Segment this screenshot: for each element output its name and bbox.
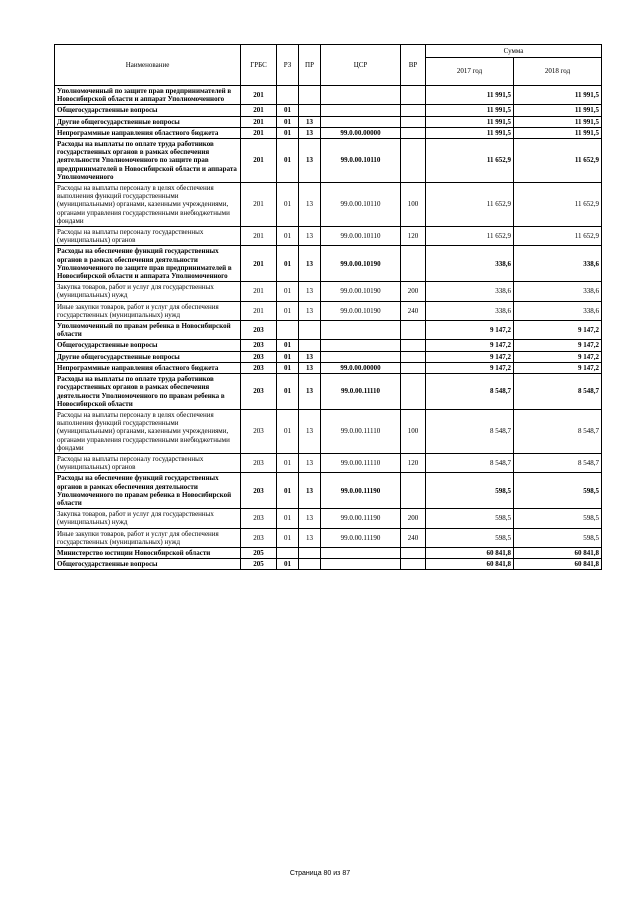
table-row <box>55 246 602 282</box>
row-grbs-cell: 203 <box>241 528 277 547</box>
row-rz-cell: 01 <box>277 340 299 351</box>
row-name-cell: Расходы на выплаты персоналу государственных (муниципальных) органов <box>55 453 241 472</box>
row-grbs-cell: 201 <box>241 86 277 105</box>
row-rz-cell: 01 <box>277 282 299 301</box>
col-header-csr: ЦСР <box>321 45 401 86</box>
row-grbs-cell: 203 <box>241 473 277 509</box>
row-sum-2018-cell: 11 652,9 <box>514 183 602 227</box>
col-header-year-2017: 2017 год <box>426 58 514 86</box>
row-vr-cell <box>401 362 426 373</box>
row-sum-2017-cell: 11 652,9 <box>426 183 514 227</box>
budget-table-sheet <box>54 44 601 570</box>
row-grbs-cell: 203 <box>241 351 277 362</box>
row-pr-cell: 13 <box>299 183 321 227</box>
row-rz-cell <box>277 547 299 558</box>
row-csr-cell: 99.0.00.11190 <box>321 473 401 509</box>
row-csr-cell: 99.0.00.11190 <box>321 509 401 528</box>
row-name-cell: Уполномоченный по правам ребенка в Новосибирской области <box>55 321 241 340</box>
row-sum-2017-cell: 11 991,5 <box>426 116 514 127</box>
row-grbs-cell: 201 <box>241 301 277 320</box>
row-pr-cell <box>299 547 321 558</box>
table-row <box>55 227 602 246</box>
row-name-cell: Расходы на обеспечение функций государственных органов в рамках обеспечения деятельности Уполномоченного по защите прав предпринимателей в Новосибирской области и аппарата Уполномоченного <box>55 246 241 282</box>
row-sum-2018-cell: 338,6 <box>514 282 602 301</box>
row-sum-2018-cell: 8 548,7 <box>514 374 602 410</box>
row-pr-cell: 13 <box>299 246 321 282</box>
row-name-cell: Другие общегосударственные вопросы <box>55 116 241 127</box>
row-pr-cell: 13 <box>299 282 321 301</box>
row-csr-cell: 99.0.00.10190 <box>321 282 401 301</box>
row-rz-cell: 01 <box>277 374 299 410</box>
row-csr-cell <box>321 559 401 570</box>
table-row <box>55 409 602 453</box>
row-csr-cell <box>321 351 401 362</box>
row-csr-cell <box>321 116 401 127</box>
row-csr-cell: 99.0.00.11190 <box>321 528 401 547</box>
row-sum-2018-cell: 9 147,2 <box>514 340 602 351</box>
row-rz-cell: 01 <box>277 509 299 528</box>
row-sum-2018-cell: 11 991,5 <box>514 116 602 127</box>
row-grbs-cell: 201 <box>241 246 277 282</box>
row-csr-cell: 99.0.00.10190 <box>321 246 401 282</box>
col-header-year-2018: 2018 год <box>514 58 602 86</box>
row-pr-cell <box>299 86 321 105</box>
row-rz-cell: 01 <box>277 127 299 138</box>
row-grbs-cell: 201 <box>241 183 277 227</box>
table-row <box>55 86 602 105</box>
row-vr-cell <box>401 351 426 362</box>
row-sum-2018-cell: 598,5 <box>514 528 602 547</box>
row-name-cell: Иные закупки товаров, работ и услуг для обеспечения государственных (муниципальных) нужд <box>55 301 241 320</box>
row-name-cell: Расходы на обеспечение функций государственных органов в рамках обеспечения деятельности Уполномоченного по правам ребенка в Новосибирской области <box>55 473 241 509</box>
table-row <box>55 139 602 183</box>
row-sum-2018-cell: 11 652,9 <box>514 139 602 183</box>
row-vr-cell: 120 <box>401 227 426 246</box>
row-csr-cell <box>321 105 401 116</box>
row-pr-cell <box>299 321 321 340</box>
table-row <box>55 453 602 472</box>
row-name-cell: Министерство юстиции Новосибирской области <box>55 547 241 558</box>
page-number: Страница 80 из 87 <box>289 870 351 877</box>
row-sum-2018-cell: 11 652,9 <box>514 227 602 246</box>
table-row <box>55 183 602 227</box>
row-csr-cell: 99.0.00.11110 <box>321 453 401 472</box>
row-vr-cell <box>401 127 426 138</box>
row-name-cell: Уполномоченный по защите прав предпринимателей в Новосибирской области и аппарат Уполномоченного <box>55 86 241 105</box>
row-grbs-cell: 203 <box>241 509 277 528</box>
row-csr-cell: 99.0.00.10110 <box>321 183 401 227</box>
row-sum-2017-cell: 9 147,2 <box>426 340 514 351</box>
table-row <box>55 301 602 320</box>
table-row <box>55 559 602 570</box>
row-grbs-cell: 201 <box>241 139 277 183</box>
row-csr-cell: 99.0.00.10110 <box>321 227 401 246</box>
table-row <box>55 362 602 373</box>
row-sum-2017-cell: 9 147,2 <box>426 321 514 340</box>
table-row <box>55 509 602 528</box>
row-sum-2018-cell: 338,6 <box>514 301 602 320</box>
col-header-pr: ПР <box>299 45 321 86</box>
row-sum-2017-cell: 598,5 <box>426 473 514 509</box>
row-rz-cell: 01 <box>277 227 299 246</box>
row-sum-2017-cell: 338,6 <box>426 246 514 282</box>
row-vr-cell: 120 <box>401 453 426 472</box>
row-name-cell: Расходы на выплаты персоналу государственных (муниципальных) органов <box>55 227 241 246</box>
row-pr-cell: 13 <box>299 473 321 509</box>
row-rz-cell <box>277 86 299 105</box>
row-vr-cell <box>401 321 426 340</box>
row-rz-cell: 01 <box>277 362 299 373</box>
col-header-grbs: ГРБС <box>241 45 277 86</box>
row-name-cell: Расходы на выплаты персоналу в целях обеспечения выполнения функций государственными (муниципальными) органами, казенными учреждениями, органами управления государственными внебюджетными фондами <box>55 409 241 453</box>
col-header-name: Наименование <box>55 45 241 86</box>
row-sum-2017-cell: 598,5 <box>426 528 514 547</box>
row-sum-2018-cell: 60 841,8 <box>514 547 602 558</box>
row-grbs-cell: 201 <box>241 227 277 246</box>
row-pr-cell <box>299 340 321 351</box>
row-rz-cell: 01 <box>277 105 299 116</box>
row-sum-2018-cell: 60 841,8 <box>514 559 602 570</box>
row-name-cell: Закупка товаров, работ и услуг для государственных (муниципальных) нужд <box>55 282 241 301</box>
row-name-cell: Другие общегосударственные вопросы <box>55 351 241 362</box>
row-sum-2018-cell: 9 147,2 <box>514 362 602 373</box>
row-csr-cell <box>321 340 401 351</box>
row-pr-cell <box>299 559 321 570</box>
row-grbs-cell: 201 <box>241 127 277 138</box>
row-grbs-cell: 203 <box>241 340 277 351</box>
row-csr-cell: 99.0.00.00000 <box>321 127 401 138</box>
row-vr-cell <box>401 473 426 509</box>
table-body <box>55 86 602 570</box>
col-header-vr: ВР <box>401 45 426 86</box>
row-sum-2017-cell: 11 991,5 <box>426 105 514 116</box>
row-name-cell: Непрограммные направления областного бюджета <box>55 127 241 138</box>
table-row <box>55 282 602 301</box>
row-name-cell: Общегосударственные вопросы <box>55 105 241 116</box>
row-sum-2017-cell: 9 147,2 <box>426 351 514 362</box>
row-vr-cell <box>401 105 426 116</box>
row-rz-cell: 01 <box>277 116 299 127</box>
row-grbs-cell: 201 <box>241 116 277 127</box>
table-row <box>55 547 602 558</box>
row-sum-2018-cell: 338,6 <box>514 246 602 282</box>
row-csr-cell <box>321 86 401 105</box>
row-sum-2017-cell: 60 841,8 <box>426 559 514 570</box>
row-csr-cell: 99.0.00.11110 <box>321 409 401 453</box>
row-vr-cell <box>401 374 426 410</box>
table-row <box>55 340 602 351</box>
row-grbs-cell: 203 <box>241 374 277 410</box>
row-rz-cell: 01 <box>277 301 299 320</box>
row-pr-cell: 13 <box>299 374 321 410</box>
row-name-cell: Общегосударственные вопросы <box>55 340 241 351</box>
row-rz-cell: 01 <box>277 246 299 282</box>
row-rz-cell: 01 <box>277 139 299 183</box>
row-sum-2018-cell: 8 548,7 <box>514 409 602 453</box>
row-name-cell: Непрограммные направления областного бюджета <box>55 362 241 373</box>
row-sum-2017-cell: 11 652,9 <box>426 139 514 183</box>
row-vr-cell <box>401 340 426 351</box>
table-row <box>55 351 602 362</box>
table-row <box>55 321 602 340</box>
row-sum-2017-cell: 8 548,7 <box>426 374 514 410</box>
table-row <box>55 528 602 547</box>
table-row <box>55 374 602 410</box>
row-rz-cell: 01 <box>277 559 299 570</box>
row-pr-cell: 13 <box>299 362 321 373</box>
row-grbs-cell: 201 <box>241 282 277 301</box>
row-vr-cell <box>401 86 426 105</box>
row-vr-cell <box>401 246 426 282</box>
row-csr-cell <box>321 321 401 340</box>
row-grbs-cell: 205 <box>241 547 277 558</box>
row-sum-2017-cell: 11 991,5 <box>426 127 514 138</box>
row-sum-2017-cell: 11 652,9 <box>426 227 514 246</box>
row-name-cell: Расходы на выплаты персоналу в целях обеспечения выполнения функций государственными (муниципальными) органами, казенными учреждениями, органами управления государственными внебюджетными фондами <box>55 183 241 227</box>
row-sum-2018-cell: 9 147,2 <box>514 321 602 340</box>
row-rz-cell: 01 <box>277 473 299 509</box>
row-name-cell: Расходы на выплаты по оплате труда работников государственных органов в рамках обеспечения деятельности Уполномоченного по защите прав предпринимателей в Новосибирской области и аппарата Уполномоченного <box>55 139 241 183</box>
row-vr-cell: 200 <box>401 282 426 301</box>
row-grbs-cell: 203 <box>241 321 277 340</box>
row-pr-cell: 13 <box>299 116 321 127</box>
row-rz-cell: 01 <box>277 528 299 547</box>
table-row <box>55 127 602 138</box>
row-name-cell: Закупка товаров, работ и услуг для государственных (муниципальных) нужд <box>55 509 241 528</box>
row-grbs-cell: 205 <box>241 559 277 570</box>
row-sum-2018-cell: 11 991,5 <box>514 105 602 116</box>
row-vr-cell <box>401 547 426 558</box>
row-sum-2018-cell: 8 548,7 <box>514 453 602 472</box>
row-sum-2018-cell: 11 991,5 <box>514 86 602 105</box>
row-pr-cell: 13 <box>299 351 321 362</box>
row-grbs-cell: 201 <box>241 105 277 116</box>
table-row <box>55 105 602 116</box>
row-name-cell: Иные закупки товаров, работ и услуг для обеспечения государственных (муниципальных) нужд <box>55 528 241 547</box>
row-vr-cell <box>401 559 426 570</box>
row-sum-2017-cell: 8 548,7 <box>426 409 514 453</box>
row-csr-cell: 99.0.00.00000 <box>321 362 401 373</box>
row-sum-2018-cell: 598,5 <box>514 509 602 528</box>
row-vr-cell: 100 <box>401 409 426 453</box>
row-vr-cell: 240 <box>401 528 426 547</box>
row-sum-2017-cell: 338,6 <box>426 282 514 301</box>
row-csr-cell: 99.0.00.10190 <box>321 301 401 320</box>
row-sum-2018-cell: 598,5 <box>514 473 602 509</box>
row-sum-2017-cell: 598,5 <box>426 509 514 528</box>
row-vr-cell: 240 <box>401 301 426 320</box>
row-vr-cell <box>401 139 426 183</box>
row-rz-cell: 01 <box>277 351 299 362</box>
row-pr-cell: 13 <box>299 528 321 547</box>
row-name-cell: Расходы на выплаты по оплате труда работников государственных органов в рамках обеспечения деятельности Уполномоченного по правам ребенка в Новосибирской области <box>55 374 241 410</box>
row-grbs-cell: 203 <box>241 409 277 453</box>
row-vr-cell <box>401 116 426 127</box>
row-sum-2017-cell: 9 147,2 <box>426 362 514 373</box>
row-pr-cell: 13 <box>299 509 321 528</box>
row-sum-2017-cell: 60 841,8 <box>426 547 514 558</box>
row-rz-cell: 01 <box>277 409 299 453</box>
row-csr-cell: 99.0.00.10110 <box>321 139 401 183</box>
row-csr-cell <box>321 547 401 558</box>
table-row <box>55 116 602 127</box>
row-sum-2017-cell: 11 991,5 <box>426 86 514 105</box>
row-pr-cell: 13 <box>299 301 321 320</box>
row-grbs-cell: 203 <box>241 453 277 472</box>
row-pr-cell: 13 <box>299 409 321 453</box>
row-sum-2017-cell: 8 548,7 <box>426 453 514 472</box>
table-row <box>55 473 602 509</box>
row-csr-cell: 99.0.00.11110 <box>321 374 401 410</box>
row-rz-cell: 01 <box>277 183 299 227</box>
row-pr-cell: 13 <box>299 453 321 472</box>
col-header-rz: РЗ <box>277 45 299 86</box>
row-pr-cell: 13 <box>299 227 321 246</box>
row-grbs-cell: 203 <box>241 362 277 373</box>
row-pr-cell: 13 <box>299 127 321 138</box>
row-pr-cell <box>299 105 321 116</box>
budget-table <box>54 44 602 570</box>
row-name-cell: Общегосударственные вопросы <box>55 559 241 570</box>
row-sum-2018-cell: 11 991,5 <box>514 127 602 138</box>
row-rz-cell: 01 <box>277 453 299 472</box>
row-sum-2018-cell: 9 147,2 <box>514 351 602 362</box>
row-pr-cell: 13 <box>299 139 321 183</box>
row-vr-cell: 100 <box>401 183 426 227</box>
row-sum-2017-cell: 338,6 <box>426 301 514 320</box>
row-rz-cell <box>277 321 299 340</box>
row-vr-cell: 200 <box>401 509 426 528</box>
col-header-sum: Сумма <box>426 45 602 58</box>
